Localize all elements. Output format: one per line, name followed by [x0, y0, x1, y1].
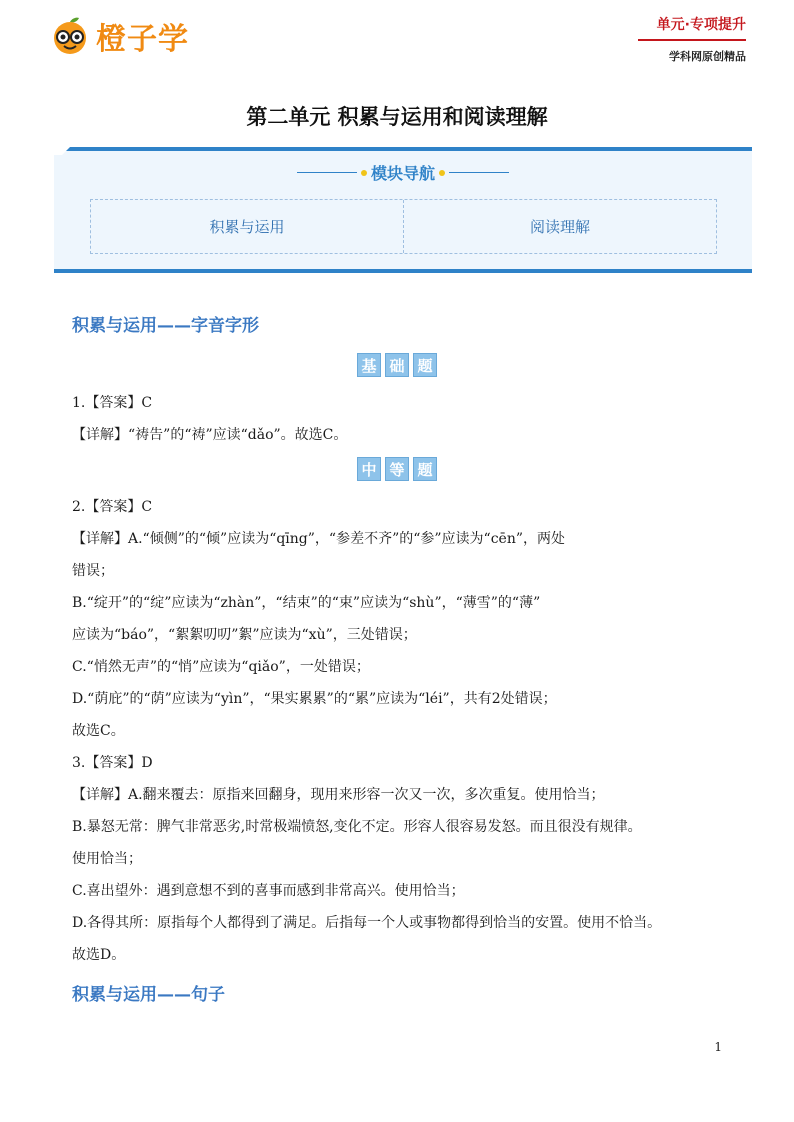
- text-line: 故选C。: [72, 723, 125, 739]
- text-line: B.暴怒无常：脾气非常恶劣,时常极端愤怒,变化不定。形容人很容易发怒。而且很没有规律。: [72, 819, 642, 835]
- text-line: 【详解】A.“倾侧”的“倾”应读为“qīng”，“参差不齐”的“参”应读为“cēn”，两处: [72, 531, 566, 547]
- answer-block-basic: [72, 387, 732, 451]
- module-nav: [54, 147, 752, 273]
- divider: [297, 172, 357, 173]
- header-right: [638, 14, 746, 64]
- badge-char: 基: [357, 353, 381, 377]
- header-sub: 学科网原创精品: [669, 50, 746, 63]
- badge-char: 题: [413, 353, 437, 377]
- page-title: 第二单元 积累与运用和阅读理解: [246, 105, 548, 129]
- badge-char: 中: [357, 457, 381, 481]
- header-tag: 单元·专项提升: [656, 17, 746, 33]
- header-rule: [638, 39, 746, 41]
- section-heading-sentences: 积累与运用——句子: [72, 985, 225, 1005]
- text-line: 应读为“báo”，“絮絮叨叨”絮”应读为“xù”，三处错误；: [72, 627, 417, 643]
- logo: [50, 14, 189, 58]
- logo-text: 橙子学: [96, 22, 189, 57]
- badge-basic: [0, 353, 794, 377]
- text-line: 错误；: [72, 563, 114, 579]
- section-heading-pronunciation: 积累与运用——字音字形: [72, 316, 259, 336]
- badge-medium: [0, 457, 794, 481]
- answer-block-medium: [72, 491, 732, 971]
- text-line: 故选D。: [72, 947, 126, 963]
- badge-char: 础: [385, 353, 409, 377]
- page-number: 1: [714, 1040, 722, 1054]
- dot-icon: [361, 170, 367, 176]
- text-line: 【详解】“祷告”的“祷”应读“dǎo”。故选C。: [72, 427, 348, 443]
- text-line: 3.【答案】D: [72, 755, 153, 771]
- text-line: 2.【答案】C: [72, 499, 153, 515]
- text-line: 1.【答案】C: [72, 395, 153, 411]
- orange-face-icon: [50, 16, 90, 56]
- module-nav-title: 模块导航: [370, 164, 435, 183]
- nav-link-reading[interactable]: 阅读理解: [403, 200, 716, 253]
- nav-link-accumulation[interactable]: 积累与运用: [209, 218, 285, 236]
- text-line: D.“荫庇”的“荫”应读为“yìn”，“果实累累”的“累”应读为“léi”，共有2处错误；: [72, 691, 557, 707]
- text-line: C.喜出望外：遇到意想不到的喜事而感到非常高兴。使用恰当；: [72, 883, 465, 899]
- module-nav-header: [54, 161, 752, 184]
- badge-char: 等: [385, 457, 409, 481]
- badge-char: 题: [413, 457, 437, 481]
- module-nav-grid: [90, 199, 717, 254]
- text-line: D.各得其所：原指每个人都得到了满足。后指每一个人或事物都得到恰当的安置。使用不恰当。: [72, 915, 662, 931]
- text-line: 使用恰当；: [72, 851, 142, 867]
- dot-icon: [439, 170, 445, 176]
- text-line: C.“悄然无声”的“悄”应读为“qiǎo”，一处错误；: [72, 659, 370, 675]
- text-line: B.“绽开”的“绽”应读为“zhàn”，“结束”的“束”应读为“shù”，“薄雪”的“薄”: [72, 595, 541, 611]
- divider: [449, 172, 509, 173]
- text-line: 【详解】A.翻来覆去：原指来回翻身，现用来形容一次又一次，多次重复。使用恰当；: [72, 787, 605, 803]
